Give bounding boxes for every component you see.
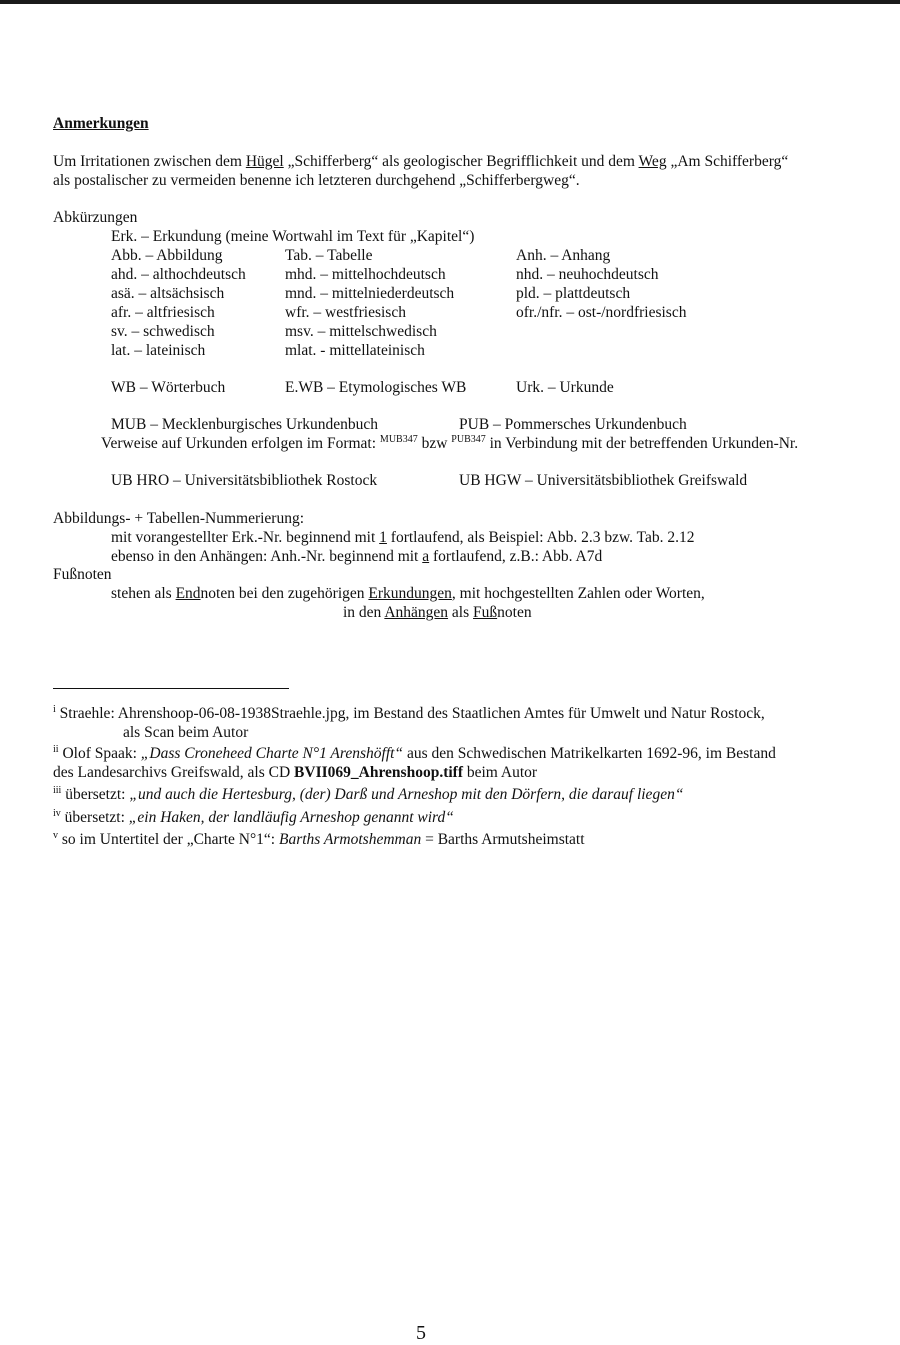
abbr-item: mlat. - mittellateinisch bbox=[285, 342, 425, 359]
abbr-erk: Erk. – Erkundung (meine Wortwahl im Text für „Kapitel“) bbox=[111, 228, 475, 245]
abbr-item: afr. – altfriesisch bbox=[111, 304, 215, 321]
endnote-2: $^{ii}$ Olof Spaak: „Dass Croneheed Charte N°1 Arenshöfft“ aus den Schwedischen Matrikelkarten 1692-96, im Bestand bbox=[53, 744, 776, 762]
intro-line-2: als postalischer zu vermeiden benenne ich letzteren durchgehend „Schifferbergweg“. bbox=[53, 172, 580, 189]
top-border bbox=[0, 0, 900, 4]
urkunden-format-line: Verweise auf Urkunden erfolgen im Format: $^{MUB347}$ bzw $^{PUB347}$ in Verbindung mit der betreffenden Urkunden-Nr. bbox=[101, 434, 799, 452]
abbr-item: Anh. – Anhang bbox=[516, 247, 611, 264]
abbr-item: ofr./nfr. – ost-/nordfriesisch bbox=[516, 304, 687, 321]
abbr-item: pld. – plattdeutsch bbox=[516, 285, 631, 302]
abbr-item: asä. – altsächsisch bbox=[111, 285, 225, 302]
endnote-1: $^i$ Straehle: Ahrenshoop-06-08-1938Straehle.jpg, im Bestand des Staatlichen Amtes für Umwelt und Natur Rostock, bbox=[53, 704, 765, 722]
numbering-line-1: mit vorangestellter Erk.-Nr. beginnend mit 1 fortlaufend, als Beispiel: Abb. 2.3 bzw. Tab. 2.12 bbox=[111, 529, 695, 546]
endnote-1-cont: als Scan beim Autor bbox=[123, 724, 249, 741]
abbr-item: msv. – mittelschwedisch bbox=[285, 323, 437, 340]
abbr-mub: MUB – Mecklenburgisches Urkundenbuch bbox=[111, 416, 379, 433]
abbr-item: Abb. – Abbildung bbox=[111, 247, 223, 264]
abbr-wb: WB – Wörterbuch bbox=[111, 379, 226, 396]
hugel-term: Hügel bbox=[245, 153, 284, 170]
endnote-5: $^v$ so im Untertitel der „Charte N°1“: Barths Armotshemman = Barths Armutsheimstatt bbox=[53, 830, 585, 848]
abbr-urk: Urk. – Urkunde bbox=[516, 379, 614, 396]
abbr-item: sv. – schwedisch bbox=[111, 323, 215, 340]
numbering-line-2: ebenso in den Anhängen: Anh.-Nr. beginnend mit a fortlaufend, z.B.: Abb. A7d bbox=[111, 548, 603, 565]
sup-mub: MUB347 bbox=[379, 434, 418, 445]
numbering-title: Abbildungs- + Tabellen-Nummerierung: bbox=[53, 510, 305, 527]
intro-line-1: Um Irritationen zwischen dem Hügel „Schifferberg“ als geologischer Begrifflichkeit und dem Weg „Am Schifferberg“ bbox=[53, 153, 789, 170]
footnotes-title: Fußnoten bbox=[53, 566, 112, 583]
sup-pub: PUB347 bbox=[451, 434, 486, 445]
endnote-4: $^{iv}$ übersetzt: „ein Haken, der landläufig Arneshop genannt wird“ bbox=[53, 808, 454, 826]
endnote-2-cont: des Landesarchivs Greifswald, als CD BVII069_Ahrenshoop.tiff beim Autor bbox=[53, 764, 538, 781]
abbr-item: nhd. – neuhochdeutsch bbox=[516, 266, 659, 283]
footnote-separator bbox=[53, 688, 289, 689]
abbr-title: Abkürzungen bbox=[53, 209, 138, 226]
abbr-ubhgw: UB HGW – Universitätsbibliothek Greifswald bbox=[459, 472, 748, 489]
abbr-item: lat. – lateinisch bbox=[111, 342, 206, 359]
abbr-ubhro: UB HRO – Universitätsbibliothek Rostock bbox=[111, 472, 378, 489]
abbr-ewb: E.WB – Etymologisches WB bbox=[285, 379, 467, 396]
page-number: 5 bbox=[416, 1322, 426, 1344]
abbr-pub: PUB – Pommersches Urkundenbuch bbox=[459, 416, 687, 433]
section-heading: Anmerkungen bbox=[53, 115, 149, 132]
abbr-item: Tab. – Tabelle bbox=[285, 247, 373, 264]
abbr-item: mhd. – mittelhochdeutsch bbox=[285, 266, 446, 283]
endnote-3: $^{iii}$ übersetzt: „und auch die Hertesburg, (der) Darß und Arneshop mit den Dörfern, die darauf liegen“ bbox=[53, 785, 684, 803]
abbr-item: ahd. – althochdeutsch bbox=[111, 266, 246, 283]
weg-term: Weg bbox=[638, 153, 667, 170]
footnotes-line-1: stehen als Endnoten bei den zugehörigen Erkundungen, mit hochgestellten Zahlen oder Worten, bbox=[111, 585, 705, 602]
abbr-item: mnd. – mittelniederdeutsch bbox=[285, 285, 455, 302]
abbr-item: wfr. – westfriesisch bbox=[285, 304, 406, 321]
footnotes-line-2: in den Anhängen als Fußnoten bbox=[343, 604, 532, 621]
